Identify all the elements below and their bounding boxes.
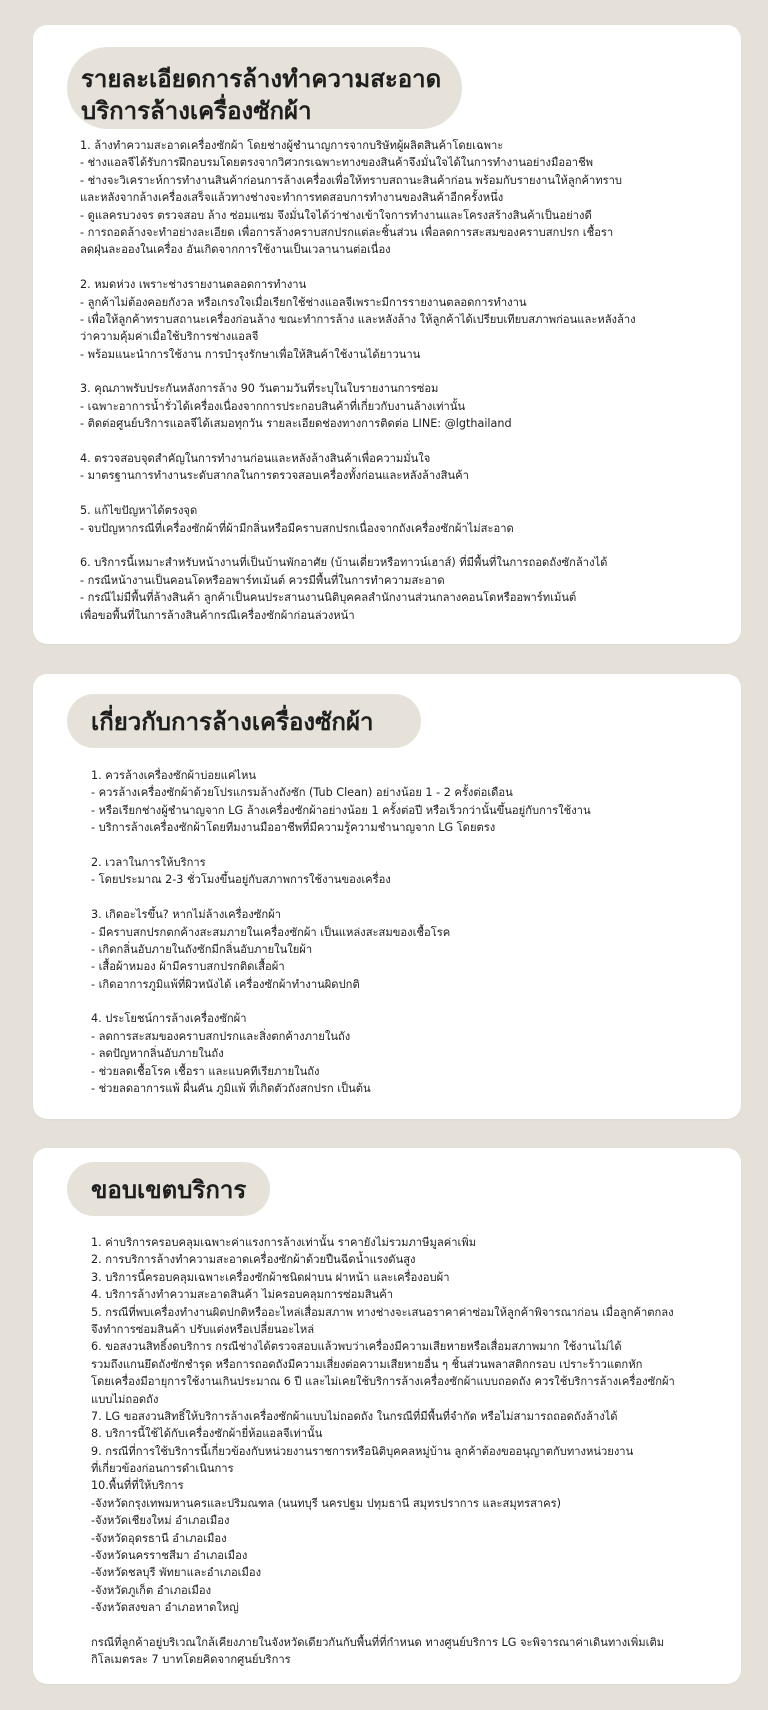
- text-line: - โดยประมาณ 2-3 ชั่วโมงขึ้นอยู่กับสภาพการใช้งานของเครื่อง: [91, 873, 391, 887]
- text-line: - พร้อมแนะนำการใช้งาน การบำรุงรักษาเพื่อให้สินค้าใช้งานได้ยาวนาน: [80, 347, 421, 361]
- text-line: - ลดปัญหากลิ่นอับภายในถัง: [91, 1047, 224, 1061]
- paragraph-gap: [80, 433, 636, 450]
- service-details-title: [67, 47, 462, 129]
- text-line: -จังหวัดอุดรธานี อำเภอเมือง: [91, 1531, 227, 1545]
- text-line: - จบปัญหากรณีที่เครื่องซักผ้าที่ผ้ามีกลิ่นหรือมีคราบสกปรกเนื่องจากถังเครื่องซักผ้าไม่สะอาด: [80, 521, 514, 535]
- text-line: - เกิดกลิ่นอับภายในถังซักมีกลิ่นอับภายในใยผ้า: [91, 942, 313, 956]
- about-washing-title: [67, 694, 421, 748]
- text-line: - กรณีไม่มีพื้นที่ล้างสินค้า ลูกค้าเป็นคนประสานงานนิติบุคคลสำนักงานส่วนกลางคอนโดหรืออพาร์ทเม้นต์: [80, 591, 577, 605]
- paragraph-gap: [80, 485, 636, 502]
- paragraph-gap: [91, 1617, 675, 1634]
- text-line: - การถอดล้างจะทำอย่างละเอียด เพื่อการล้างคราบสกปรกแต่ละชิ้นส่วน เพื่อลดการสะสมของคราบสกปรก เชื้อรา: [80, 225, 614, 239]
- text-line: -จังหวัดเชียงใหม่ อำเภอเมือง: [91, 1514, 230, 1528]
- paragraph-gap: [91, 837, 591, 854]
- text-line: ที่เกี่ยวข้องก่อนการดำเนินการ: [91, 1462, 234, 1476]
- text-line: 3. คุณภาพรับประกันหลังการล้าง 90 วันตามวันที่ระบุในใบรายงานการซ่อม: [80, 382, 439, 396]
- text-line: - ช่วยลดเชื้อโรค เชื้อรา และแบคทีเรียภายในถัง: [91, 1064, 320, 1078]
- text-line: - ดูแลครบวงจร ตรวจสอบ ล้าง ซ่อมแซม จึงมั่นใจได้ว่าช่างเข้าใจการทำงานและโครงสร้างสินค้าเป็นอย่างดี: [80, 208, 592, 222]
- text-line: เพื่อขอพื้นที่ในการล้างสินค้ากรณีเครื่องซักผ้าก่อนล่วงหน้า: [80, 608, 355, 622]
- text-line: 3. บริการนี้ครอบคลุมเฉพาะเครื่องซักผ้าชนิดฝาบน ฝาหน้า และเครื่องอบผ้า: [91, 1270, 450, 1284]
- paragraph-gap: [80, 537, 636, 554]
- text-line: กิโลเมตรละ 7 บาทโดยคิดจากศูนย์บริการ: [91, 1653, 291, 1667]
- about-washing-body: [91, 767, 591, 1097]
- text-line: 1. ควรล้างเครื่องซักผ้าบ่อยแค่ไหน: [91, 769, 257, 782]
- text-line: - กรณีหน้างานเป็นคอนโดหรืออพาร์ทเม้นต์ ควรมีพื้นที่ในการทำความสะอาด: [80, 573, 445, 587]
- text-line: - ลดการสะสมของคราบสกปรกและสิ่งตกค้างภายในถัง: [91, 1029, 351, 1043]
- text-line: 1. ค่าบริการครอบคลุมเฉพาะค่าแรงการล้างเท่านั้น ราคายังไม่รวมภาษีมูลค่าเพิ่ม: [91, 1236, 477, 1249]
- text-line: 5. แก้ไขปัญหาได้ตรงจุด: [80, 504, 198, 518]
- service-scope-card: [33, 1148, 741, 1684]
- text-line: 5. กรณีที่พบเครื่องทำงานผิดปกติหรืออะไหล่เสื่อมสภาพ ทางช่างจะเสนอราคาค่าซ่อมให้ลูกค้าพิจารณาก่อน เมื่อลูกค้าตกลง: [91, 1305, 674, 1319]
- paragraph-gap: [80, 363, 636, 380]
- about-washing-title-text: เกี่ยวกับการล้างเครื่องซักผ้า: [91, 708, 374, 736]
- text-line: - หรือเรียกช่างผู้ชำนาญจาก LG ล้างเครื่องซักผ้าอย่างน้อย 1 ครั้งต่อปี หรือเร็วกว่านั้นขึ้นอยู่กับการใช้งาน: [91, 803, 591, 817]
- text-line: 10.พื้นที่ที่ให้บริการ: [91, 1479, 184, 1493]
- text-line: -จังหวัดนครราชสีมา อำเภอเมือง: [91, 1549, 248, 1563]
- service-scope-title-text: ขอบเขตบริการ: [91, 1176, 247, 1204]
- text-line: - ช่วยลดอาการแพ้ ผื่นคัน ภูมิแพ้ ที่เกิดตัวถังสกปรก เป็นต้น: [91, 1082, 371, 1096]
- text-line: 4. บริการล้างทำความสะอาดสินค้า ไม่ครอบคลุมการซ่อมสินค้า: [91, 1288, 394, 1302]
- text-line: 4. ตรวจสอบจุดสำคัญในการทำงานก่อนและหลังล้างสินค้าเพื่อความมั่นใจ: [80, 452, 431, 466]
- text-line: 2. เวลาในการให้บริการ: [91, 855, 206, 869]
- text-line: -จังหวัดชลบุรี พัทยาและอำเภอเมือง: [91, 1566, 262, 1580]
- text-line: - มาตรฐานการทำงานระดับสากลในการตรวจสอบเครื่องทั้งก่อนและหลังล้างสินค้า: [80, 469, 469, 483]
- text-line: - ช่างจะวิเคราะห์การทำงานสินค้าก่อนการล้างเครื่องเพื่อให้ทราบสถานะสินค้าก่อน พร้อมกับรายงานให้ลูกค้าทราบ: [80, 173, 623, 187]
- text-line: ว่าความคุ้มค่าเมื่อใช้บริการช่างแอลจี: [80, 330, 259, 344]
- text-line: 3. เกิดอะไรขึ้น? หากไม่ล้างเครื่องซักผ้า: [91, 908, 281, 922]
- text-line: - เสื้อผ้าหมอง ผ้ามีคราบสกปรกติดเสื้อผ้า: [91, 960, 285, 974]
- text-line: -จังหวัดสงขลา อำเภอหาดใหญ่: [91, 1601, 239, 1615]
- text-line: จึงทำการซ่อมสินค้า ปรับแต่งหรือเปลี่ยนอะไหล่: [91, 1322, 315, 1336]
- text-line: 8. บริการนี้ใช้ได้กับเครื่องซักผ้ายี่ห้อแอลจีเท่านั้น: [91, 1427, 323, 1441]
- text-line: ลดฝุ่นละอองในเครื่อง อันเกิดจากการใช้งานเป็นเวลานานต่อเนื่อง: [80, 243, 391, 257]
- text-line: - เพื่อให้ลูกค้าทราบสถานะเครื่องก่อนล้าง ขณะทำการล้าง และหลังล้าง ให้ลูกค้าได้เปรียบเทียบสภาพก่อนและหลังล้าง: [80, 312, 636, 326]
- service-details-card: [33, 25, 741, 644]
- text-line: 1. ล้างทำความสะอาดเครื่องซักผ้า โดยช่างผู้ชำนาญการจากบริษัทผู้ผลิตสินค้าโดยเฉพาะ: [80, 139, 504, 152]
- text-line: 2. หมดห่วง เพราะช่างรายงานตลอดการทำงาน: [80, 278, 307, 292]
- text-line: - มีคราบสกปรกตกค้างสะสมภายในเครื่องซักผ้า เป็นแหล่งสะสมของเชื้อโรค: [91, 925, 451, 939]
- paragraph-gap: [80, 259, 636, 276]
- text-line: 6. บริการนี้เหมาะสำหรับหน้างานที่เป็นบ้านพักอาศัย (บ้านเดี่ยวหรือทาวน์เฮาส์) ที่มีพื้นที่ในการถอดถังซักล้างได้: [80, 556, 608, 570]
- service-details-title-line-1: รายละเอียดการล้างทำความสะอาด: [81, 65, 442, 93]
- paragraph-gap: [91, 993, 591, 1010]
- text-line: 2. การบริการล้างทำความสะอาดเครื่องซักผ้าด้วยปืนฉีดน้ำแรงดันสูง: [91, 1253, 416, 1267]
- text-line: - ลูกค้าไม่ต้องคอยกังวล หรือเกรงใจเมื่อเรียกใช้ช่างแอลจีเพราะมีการรายงานตลอดการทำงาน: [80, 295, 527, 309]
- text-line: - ควรล้างเครื่องซักผ้าด้วยโปรแกรมล้างถังซัก (Tub Clean) อย่างน้อย 1 - 2 ครั้งต่อเดือน: [91, 786, 513, 800]
- text-line: กรณีที่ลูกค้าอยู่บริเวณใกล้เคียงภายในจังหวัดเดียวกันกับพื้นที่ที่กำหนด ทางศูนย์บริการ LG จะพิจารณาค่าเดินทางเพิ่มเติม: [91, 1635, 665, 1649]
- text-line: แบบไม่ถอดถัง: [91, 1392, 159, 1406]
- text-line: -จังหวัดกรุงเทพมหานครและปริมณฑล (นนทบุรี นครปฐม ปทุมธานี สมุทรปราการ และสมุทรสาคร): [91, 1496, 562, 1510]
- text-line: - ติดต่อศูนย์บริการแอลจีได้เสมอทุกวัน รายละเอียดช่องทางการติดต่อ LINE: @lgthailand: [80, 417, 512, 431]
- text-line: - บริการล้างเครื่องซักผ้าโดยทีมงานมืออาชีพที่มีความรู้ความชำนาญจาก LG โดยตรง: [91, 821, 496, 835]
- text-line: โดยเครื่องมีอายุการใช้งานเกินประมาณ 6 ปี และไม่เคยใช้บริการล้างเครื่องซักผ้าแบบถอดถัง ควรใช้บริการล้างเครื่องซักผ้า: [91, 1375, 675, 1389]
- text-line: 7. LG ขอสงวนสิทธิ์ให้บริการล้างเครื่องซักผ้าแบบไม่ถอดถัง ในกรณีที่มีพื้นที่จำกัด หรือไม่สามารถถอดถังล้างได้: [91, 1409, 618, 1423]
- text-line: 9. กรณีที่การใช้บริการนี้เกี่ยวข้องกับหน่วยงานราชการหรือนิติบุคคลหมู่บ้าน ลูกค้าต้องขออนุญาตกับทางหน่วยงาน: [91, 1444, 634, 1458]
- text-line: รวมถึงแกนยึดถังซักชำรุด หรือการถอดถังมีความเสี่ยงต่อความเสียหายอื่น ๆ ชิ้นส่วนพลาสติกกรอบ เปราะร้าวแตกหัก: [91, 1357, 643, 1371]
- text-line: - เฉพาะอาการน้ำรั่วได้เครื่องเนื่องจากการประกอบสินค้าที่เกี่ยวกับงานล้างเท่านั้น: [80, 399, 466, 413]
- service-details-title-line-2: บริการล้างเครื่องซักผ้า: [81, 97, 312, 125]
- text-line: - ช่างแอลจีได้รับการฝึกอบรมโดยตรงจากวิศวกรเฉพาะทางของสินค้าจึงมั่นใจได้ในการทำงานอย่างมืออาชีพ: [80, 156, 594, 170]
- paragraph-gap: [91, 889, 591, 906]
- text-line: 6. ขอสงวนสิทธิ์งดบริการ กรณีช่างได้ตรวจสอบแล้วพบว่าเครื่องมีความเสียหายหรือเสื่อมสภาพมาก ใช้งานไม่ได้: [91, 1340, 622, 1354]
- service-scope-body: [91, 1234, 675, 1669]
- service-scope-title: [67, 1162, 270, 1216]
- service-details-body: [80, 137, 636, 624]
- text-line: - เกิดอาการภูมิแพ้ที่ผิวหนังได้ เครื่องซักผ้าทำงานผิดปกติ: [91, 977, 360, 991]
- text-line: 4. ประโยชน์การล้างเครื่องซักผ้า: [91, 1012, 247, 1026]
- about-washing-card: [33, 674, 741, 1119]
- text-line: และหลังจากล้างเครื่องเสร็จแล้วทางช่างจะทำการทดสอบการทำงานของสินค้าอีกครั้งหนึ่ง: [80, 191, 504, 205]
- text-line: -จังหวัดภูเก็ต อำเภอเมือง: [91, 1583, 212, 1597]
